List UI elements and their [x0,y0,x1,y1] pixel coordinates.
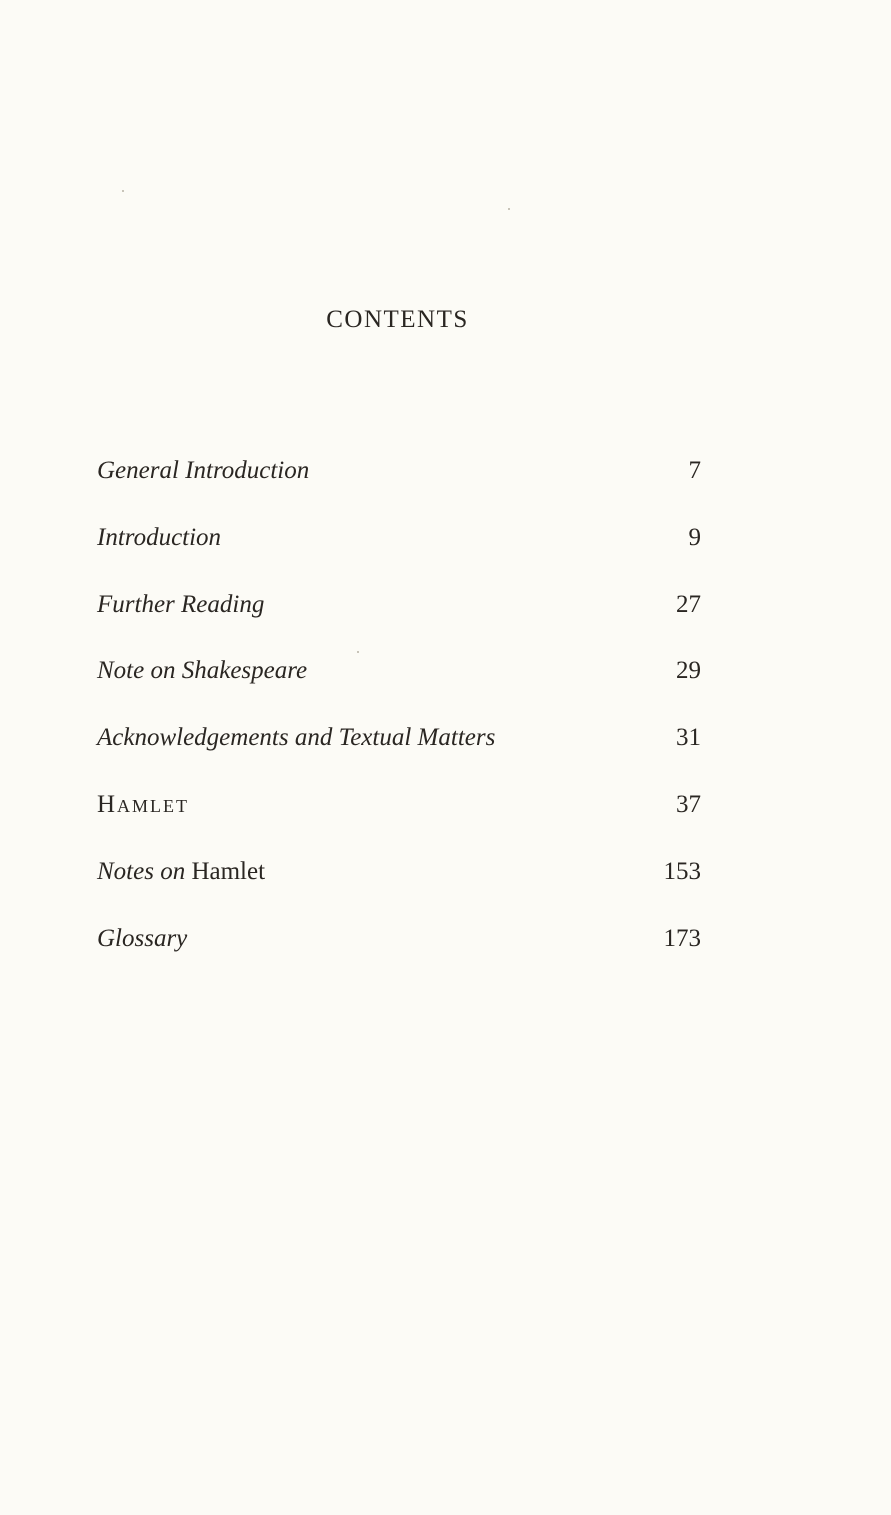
toc-entry-acknowledgements [97,721,703,788]
toc-label-prefix: Notes on [97,857,186,885]
toc-page-number: 9 [688,523,701,551]
toc-page-number: 29 [676,657,701,685]
toc-entry-general-introduction [97,454,703,521]
toc-page-number: 7 [688,457,701,484]
toc-label-suffix: Hamlet [191,857,266,885]
toc-entry-introduction [97,521,703,588]
toc-label: Introduction [97,523,222,551]
toc-page-number: 37 [676,790,701,818]
paper-speck [357,651,359,653]
toc-entry-glossary [97,922,703,989]
paper-speck [122,190,124,192]
toc-label: Acknowledgements and Textual Matters [97,724,496,752]
paper-speck [508,208,510,210]
toc-entry-further-reading [97,588,703,655]
toc-entry-note-on-shakespeare [97,654,703,721]
toc-entry-notes-on-hamlet [97,855,703,922]
toc-label: Note on Shakespeare [97,657,308,685]
toc-label: Hamlet [97,790,190,818]
toc-label: General Introduction [97,457,310,484]
toc-page-number: 31 [676,724,701,752]
table-of-contents [97,454,703,988]
toc-entry-hamlet [97,788,703,855]
contents-heading: CONTENTS [326,306,469,333]
toc-page-number: 173 [663,924,701,952]
toc-label: Further Reading [97,590,265,618]
toc-page-number: 153 [663,857,701,885]
toc-page-number: 27 [676,590,701,618]
toc-label: Glossary [97,924,188,952]
